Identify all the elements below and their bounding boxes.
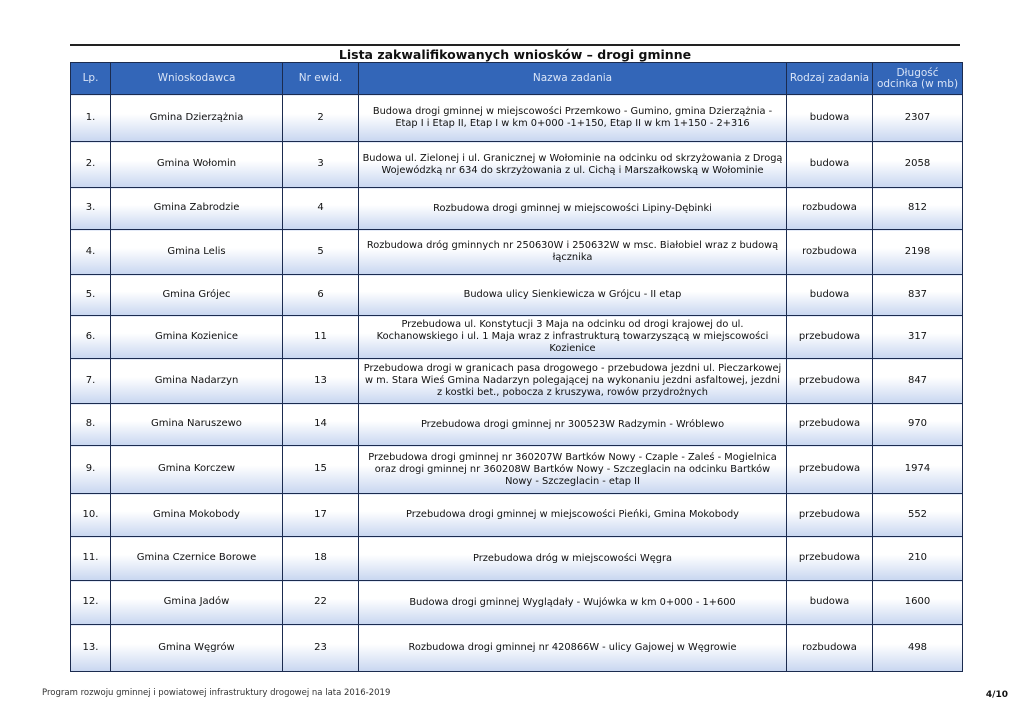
top-rule — [70, 44, 960, 46]
cell-nr: 22 — [283, 581, 359, 625]
header-row — [71, 63, 963, 95]
cell-type: budowa — [787, 275, 873, 316]
cell-type: rozbudowa — [787, 188, 873, 230]
cell-nr: 6 — [283, 275, 359, 316]
page-number: 4/10 — [985, 690, 1008, 700]
cell-task: Rozbudowa drogi gminnej nr 420866W - ulicy Gajowej w Węgrowie — [359, 625, 787, 672]
cell-applicant: Gmina Nadarzyn — [111, 359, 283, 404]
cell-lp: 8. — [71, 404, 111, 446]
footer-text: Program rozwoju gminnej i powiatowej infrastruktury drogowej na lata 2016-2019 — [42, 688, 391, 698]
cell-task: Przebudowa drogi w granicach pasa drogowego - przebudowa jezdni ul. Pieczarkowej w m. Stara Wieś Gmina Nadarzyn polegającej na wykonaniu jezdni asfaltowej, jezdni z kostki bet., pobocza z kruszywa, rowów przydrożnych — [359, 359, 787, 404]
cell-length: 837 — [873, 275, 963, 316]
table-row — [71, 581, 963, 625]
header-type: Rodzaj zadania — [787, 63, 873, 95]
header-lp: Lp. — [71, 63, 111, 95]
cell-task: Budowa drogi gminnej Wyglądały - Wujówka w km 0+000 - 1+600 — [359, 581, 787, 625]
cell-lp: 5. — [71, 275, 111, 316]
cell-applicant: Gmina Zabrodzie — [111, 188, 283, 230]
cell-lp: 7. — [71, 359, 111, 404]
cell-length: 2198 — [873, 230, 963, 275]
cell-length: 498 — [873, 625, 963, 672]
cell-applicant: Gmina Korczew — [111, 446, 283, 494]
cell-type: budowa — [787, 581, 873, 625]
applications-table-wrapper — [70, 62, 962, 672]
cell-task: Rozbudowa drogi gminnej w miejscowości Lipiny-Dębinki — [359, 188, 787, 230]
cell-nr: 18 — [283, 537, 359, 581]
cell-length: 317 — [873, 316, 963, 359]
cell-nr: 5 — [283, 230, 359, 275]
table-row — [71, 230, 963, 275]
table-row — [71, 446, 963, 494]
cell-length: 552 — [873, 494, 963, 537]
cell-applicant: Gmina Jadów — [111, 581, 283, 625]
cell-length: 1974 — [873, 446, 963, 494]
cell-applicant: Gmina Węgrów — [111, 625, 283, 672]
cell-lp: 6. — [71, 316, 111, 359]
table-row — [71, 188, 963, 230]
cell-nr: 23 — [283, 625, 359, 672]
cell-length: 847 — [873, 359, 963, 404]
cell-task: Budowa ulicy Sienkiewicza w Grójcu - II etap — [359, 275, 787, 316]
cell-nr: 2 — [283, 95, 359, 142]
cell-lp: 13. — [71, 625, 111, 672]
cell-length: 210 — [873, 537, 963, 581]
cell-type: przebudowa — [787, 446, 873, 494]
cell-nr: 4 — [283, 188, 359, 230]
cell-lp: 10. — [71, 494, 111, 537]
table-row — [71, 316, 963, 359]
cell-lp: 4. — [71, 230, 111, 275]
cell-applicant: Gmina Dzierzążnia — [111, 95, 283, 142]
applications-table — [70, 62, 963, 672]
table-row — [71, 142, 963, 188]
cell-lp: 11. — [71, 537, 111, 581]
cell-nr: 17 — [283, 494, 359, 537]
header-applicant: Wnioskodawca — [111, 63, 283, 95]
cell-applicant: Gmina Grójec — [111, 275, 283, 316]
cell-nr: 15 — [283, 446, 359, 494]
cell-type: przebudowa — [787, 359, 873, 404]
cell-applicant: Gmina Mokobody — [111, 494, 283, 537]
cell-nr: 13 — [283, 359, 359, 404]
cell-nr: 3 — [283, 142, 359, 188]
cell-applicant: Gmina Lelis — [111, 230, 283, 275]
cell-lp: 3. — [71, 188, 111, 230]
cell-applicant: Gmina Kozienice — [111, 316, 283, 359]
document-title: Lista zakwalifikowanych wniosków – drogi gminne — [338, 47, 692, 62]
cell-task: Rozbudowa dróg gminnych nr 250630W i 250632W w msc. Białobiel wraz z budową łącznika — [359, 230, 787, 275]
cell-lp: 1. — [71, 95, 111, 142]
cell-type: budowa — [787, 142, 873, 188]
cell-length: 970 — [873, 404, 963, 446]
cell-lp: 12. — [71, 581, 111, 625]
table-body — [71, 95, 963, 672]
cell-type: przebudowa — [787, 404, 873, 446]
table-row — [71, 95, 963, 142]
header-length: Długość odcinka (w mb) — [873, 63, 963, 95]
table-row — [71, 625, 963, 672]
cell-task: Przebudowa drogi gminnej w miejscowości Pieńki, Gmina Mokobody — [359, 494, 787, 537]
cell-type: przebudowa — [787, 537, 873, 581]
cell-task: Budowa drogi gminnej w miejscowości Przemkowo - Gumino, gmina Dzierzążnia - Etap I i Etap II, Etap I w km 0+000 -1+150, Etap II w km 1+150 - 2+316 — [359, 95, 787, 142]
cell-task: Przebudowa dróg w miejscowości Węgra — [359, 537, 787, 581]
cell-applicant: Gmina Wołomin — [111, 142, 283, 188]
table-row — [71, 404, 963, 446]
cell-lp: 9. — [71, 446, 111, 494]
cell-type: rozbudowa — [787, 625, 873, 672]
table-row — [71, 275, 963, 316]
cell-length: 2307 — [873, 95, 963, 142]
table-row — [71, 537, 963, 581]
cell-type: budowa — [787, 95, 873, 142]
cell-type: przebudowa — [787, 316, 873, 359]
cell-applicant: Gmina Czernice Borowe — [111, 537, 283, 581]
header-task: Nazwa zadania — [359, 63, 787, 95]
cell-task: Budowa ul. Zielonej i ul. Granicznej w Wołominie na odcinku od skrzyżowania z Drogą Wojewódzką nr 634 do skrzyżowania z ul. Cichą i Marszałkowską w Wołominie — [359, 142, 787, 188]
cell-applicant: Gmina Naruszewo — [111, 404, 283, 446]
table-row — [71, 359, 963, 404]
cell-length: 812 — [873, 188, 963, 230]
header-nr: Nr ewid. — [283, 63, 359, 95]
cell-length: 1600 — [873, 581, 963, 625]
cell-type: przebudowa — [787, 494, 873, 537]
cell-nr: 11 — [283, 316, 359, 359]
cell-lp: 2. — [71, 142, 111, 188]
cell-nr: 14 — [283, 404, 359, 446]
cell-task: Przebudowa drogi gminnej nr 360207W Bartków Nowy - Czaple - Zaleś - Mogielnica oraz drogi gminnej nr 360208W Bartków Nowy - Szczeglacin na odcinku Bartków Nowy - Szczeglacin - etap II — [359, 446, 787, 494]
cell-task: Przebudowa drogi gminnej nr 300523W Radzymin - Wróblewo — [359, 404, 787, 446]
cell-length: 2058 — [873, 142, 963, 188]
table-row — [71, 494, 963, 537]
cell-task: Przebudowa ul. Konstytucji 3 Maja na odcinku od drogi krajowej do ul. Kochanowskiego i ul. 1 Maja wraz z infrastrukturą towarzyszącą w miejscowości Kozienice — [359, 316, 787, 359]
cell-type: rozbudowa — [787, 230, 873, 275]
